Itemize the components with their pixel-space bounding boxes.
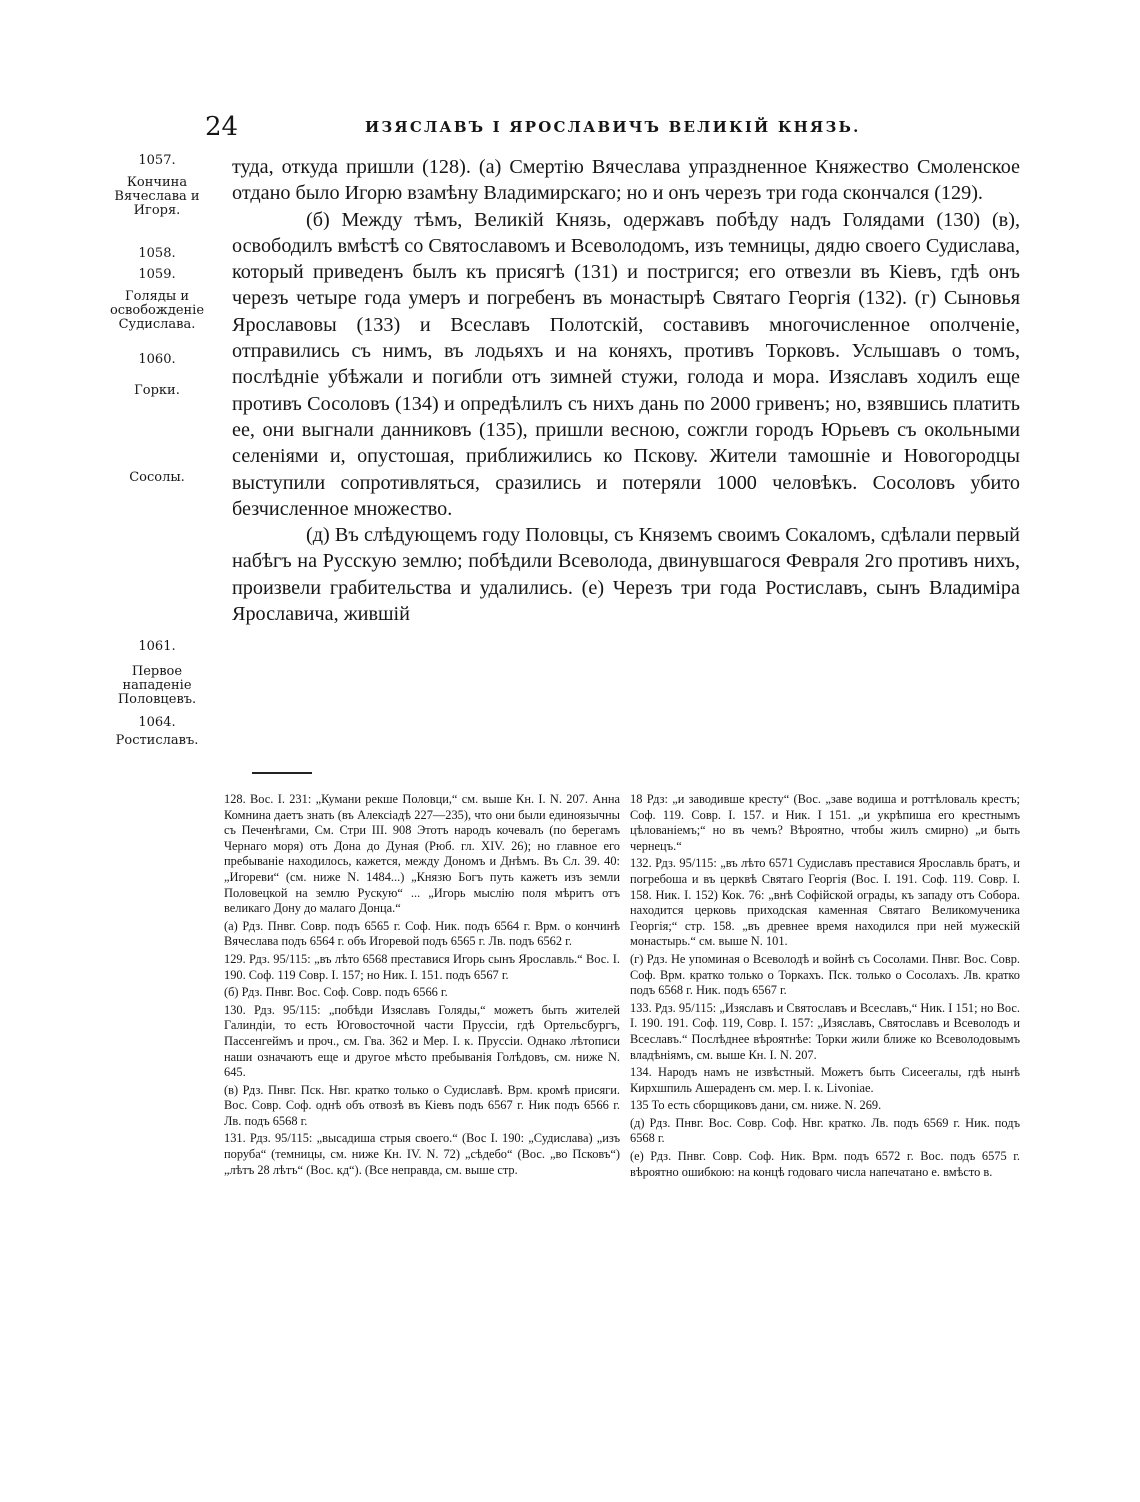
page-number: 24: [205, 112, 239, 142]
margin-year: 1061.: [138, 639, 176, 654]
paragraph: (б) Между тѣмъ, Великій Князь, одержавъ побѣду надъ Голядами (130) (в), освободилъ вмѣстѣ со Святославомъ и Всеволодомъ, изъ темницы, дядю своего Судислава, который приведенъ былъ къ присягѣ (131) и постригся; его отвезли въ Кіевъ, гдѣ онъ черезъ четыре года умеръ и погребенъ въ монастырѣ Святаго Георгія (132). (г) Сыновья Ярославовы (133) и Всеславъ Полотскій, составивъ многочисленное ополченіе, отправились съ нимъ, въ лодьяхъ и на коняхъ, противъ Торковъ. Услышавъ о томъ, послѣдніе убѣжали и погибли отъ зимней стужи, голода и мора. Изяславъ ходилъ еще противъ Сосоловъ (134) и опредѣлилъ съ нихъ дань по 2000 гривенъ; но, взявшись платить ее, они выгнали данниковъ (135), пришли весною, сожгли городъ Юрьевъ съ окольными селеніями и, опустошая, приближились ко Пскову. Жители тамошніе и Новогородцы выступили сопротивляться, сразились и потеряли 1000 человѣкъ. Сосоловъ убито безчисленное множество.: [232, 208, 1020, 520]
margin-note: Первое нападеніе Половцевъ.: [117, 664, 197, 707]
footnote: 130. Рдз. 95/115: „побѣди Изяславъ Голяды,“ можетъ быть жителей Галиндіи, то есть Юговосточной части Пруссіи, гдѣ Ортельсбургъ, Пассенгеймъ и проч., см. Гва. 362 и Мер. I. к. Пруссіи. Однако лѣтописи наши означаютъ еще и другое мѣсто пребыванія Голѣдовъ, см. ниже N. 645.: [224, 1002, 620, 1080]
footnotes-left-column: [224, 792, 620, 1180]
margin-year: 1058.: [138, 246, 176, 261]
footnote: 18 Рдз: „и заводивше кресту“ (Вос. „заве водиша и роттѣловаль крестъ; Соф. 119. Совр. I. 157. и Ник. I 151. „и укрѣпиша его крестнымъ цѣлованіемъ;“ но въ чемъ? Вѣроятно, чтобы жилъ смирно) „и быть чернецъ.“: [630, 792, 1020, 853]
footnote: 135 То есть сборщиковъ дани, см. ниже. N. 269.: [630, 1098, 882, 1113]
margin-year: 1064.: [138, 715, 176, 730]
footnote: (г) Рдз. Не упоминая о Всеволодѣ и войнѣ съ Сосолами. Пнвг. Вос. Совр. Соф. Врм. кратко только о Торкахъ. Пск. только о Сосолахъ. Лв. кратко подъ 6568 г. Ник. подъ 6567 г.: [630, 951, 1020, 998]
margin-year: 1059.: [138, 267, 176, 282]
footnote: (е) Рдз. Пнвг. Совр. Соф. Ник. Врм. подъ 6572 г. Вос. подъ 6575 г. вѣроятно ошибкою: на концѣ годоваго числа напечатано е. вмѣсто в.: [630, 1149, 1020, 1179]
footnote: 131. Рдз. 95/115: „высадиша стрыя своего.“ (Вос I. 190: „Судислава) „изъ поруба“ (темницы, см. ниже Кн. IV. N. 72) „сѣдебо“ (Вос. „во Псковъ“) „лѣтъ 28 лѣтъ“ (Вос. кд“). (Все неправда, см. выше стр.: [224, 1131, 620, 1177]
margin-year: 1057.: [138, 153, 176, 168]
margin-note: Сосолы.: [129, 470, 185, 485]
margin-year: 1060.: [138, 352, 176, 367]
main-text: [232, 154, 1020, 627]
footnote: 128. Вос. I. 231: „Кумани рекше Половци,“ см. выше Кн. I. N. 207. Анна Комнина даетъ знать (въ Алексіадѣ 227—235), что они были единоязычны съ Печенѣгами, См. Стри III. 908 Этотъ народъ кочевалъ (по берегамъ Чернаго моря) отъ Дона до Дуная (Рюб. гл. XIV. 26); но главное его пребываніе находилось, кажется, между Дономъ и Днѣмъ. Въ Сл. 39. 40: „Игореви“ (см. ниже N. 1484...) „Князю Богъ путь кажетъ изъ земли Половецкой на землю Рускую“ ... „Игорь мыслію поля мѣритъ отъ великаго Дону до малаго Донца.“: [224, 792, 620, 916]
footnote: (а) Рдз. Пнвг. Совр. подъ 6565 г. Соф. Ник. подъ 6564 г. Врм. о кончинѣ Вячеслава подъ 6564 г. объ Игоревой подъ 6565 г. Лв. подъ 6562 г.: [224, 918, 620, 949]
footnote: 134. Народъ намъ не извѣстный. Можетъ быть Сисеегалы, гдѣ нынѣ Кирхшпиль Ашераденъ см. мер. I. к. Livoniae.: [630, 1065, 1020, 1095]
footnote-separator: [252, 772, 312, 774]
footnote: 132. Рдз. 95/115: „въ лѣто 6571 Судиславъ преставися Ярославль братъ, и погребоша и въ церквѣ Святаго Георгія (Вос. I. 191. Соф. 119. Совр. I. 158. Ник. I. 152) Кок. 76: „внѣ Софійской ограды, къ западу отъ Собора. находится церковь приходская каменная Святаго Великомученика Георгія;“ стр. 158. „въ древнее время находился при ней мужескій монастырь.“ см. выше N. 101.: [630, 856, 1020, 949]
footnote: (б) Рдз. Пнвг. Вос. Соф. Совр. подъ 6566 г.: [224, 985, 448, 1000]
margin-note: Голяды и освобожденіе Судислава.: [109, 289, 205, 332]
margin-note: Ростиславъ.: [115, 733, 199, 748]
footnote: 129. Рдз. 95/115: „въ лѣто 6568 преставися Игорь сынъ Ярославль.“ Вос. I. 190. Соф. 119 Совр. I. 157; но Ник. I. 151. подъ 6567 г.: [224, 951, 620, 982]
footnote: 133. Рдз. 95/115: „Изяславъ и Святославъ и Всеславъ,“ Ник. I 151; но Вос. I. 190. 191. Соф. 119, Совр. I. 157: „Изяславъ, Святославъ и Всеволодъ и Всеславъ.“ Послѣднее вѣроятнѣе: Торки жили ближе ко Всеволодовымъ владѣніямъ, см. выше Кн. I. N. 207.: [630, 1000, 1020, 1062]
margin-note: Кончина Вячеслава и Игоря.: [114, 175, 200, 218]
running-title: ИЗЯСЛАВЪ І ЯРОСЛАВИЧЪ ВЕЛИКІЙ КНЯЗЬ.: [365, 118, 861, 136]
margin-note: Горки.: [134, 383, 180, 398]
footnotes-right-column: [630, 792, 1020, 1182]
paragraph: (д) Въ слѣдующемъ году Половцы, съ Княземъ своимъ Сокаломъ, сдѣлали первый набѣгъ на Русскую землю; побѣдили Всеволода, двинувшагося Февраля 2го противъ нихъ, произвели грабительства и удалились. (е) Черезъ три года Ростиславъ, сынъ Владиміра Ярославича, жившій: [232, 524, 1020, 626]
footnote: (д) Рдз. Пнвг. Вос. Совр. Соф. Нвг. кратко. Лв. подъ 6569 г. Ник. подъ 6568 г.: [630, 1115, 1020, 1146]
footnote: (в) Рдз. Пнвг. Пск. Нвг. кратко только о Судиславѣ. Врм. кромѣ присяги. Вос. Совр. Соф. однѣ объ отвозѣ въ Кіевъ подъ 6567 г. Ник подъ 6566 г. Лв. подъ 6568 г.: [224, 1082, 620, 1128]
page-header: [205, 112, 1020, 142]
paragraph: туда, откуда пришли (128). (а) Смертію Вячеслава упраздненное Княжество Смоленское отдано было Игорю взамѣну Владимирскаго; но и онъ черезъ три года скончался (129).: [232, 156, 1020, 205]
